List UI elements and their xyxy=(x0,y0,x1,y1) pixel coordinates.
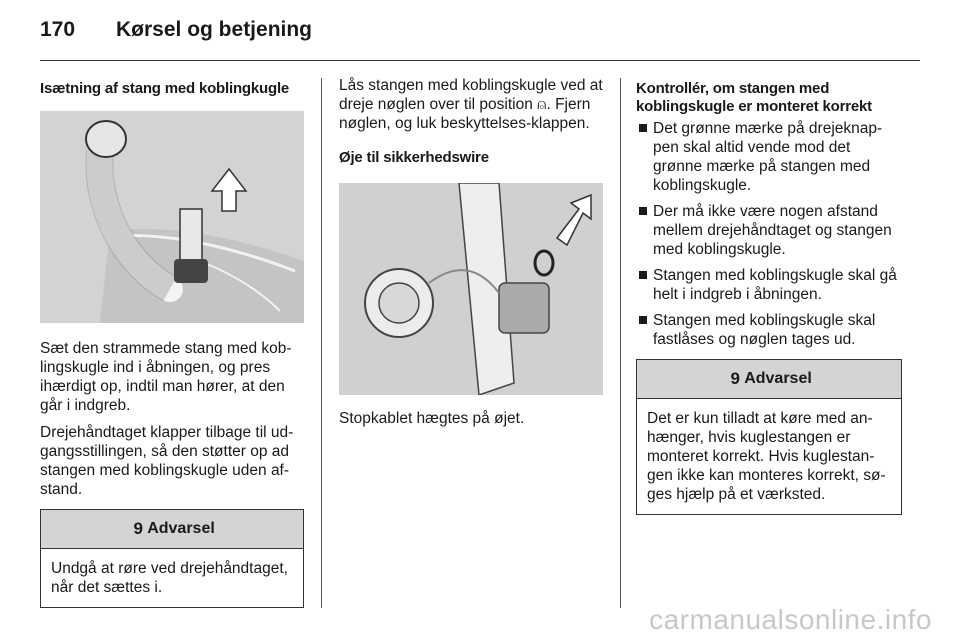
check-list xyxy=(636,119,902,349)
page-title: Kørsel og betjening xyxy=(116,18,313,41)
warning-icon: 9 xyxy=(730,369,740,388)
section-heading-eyelet: Øje til sikkerhedswire xyxy=(339,149,489,166)
warning-header xyxy=(637,360,901,399)
warning-box-2 xyxy=(636,359,902,515)
warning-text: Det er kun tilladt at køre med an-hænger, hvis kuglestangen er monteret korrekt. Hvis kuglestan-gen ikke kan monteres korrekt, sø-ges hjælp på et værksted. xyxy=(647,410,886,503)
tow-bar-insertion-illustration xyxy=(40,111,304,323)
warning-title: Advarsel xyxy=(744,370,812,387)
column-divider-1 xyxy=(321,78,322,608)
insertion-paragraph-2: Drejehåndtaget klapper tilbage til ud-gangsstillingen, så den støtter op ad stangen med koblingskugle uden af-stand. xyxy=(40,424,294,498)
header-divider xyxy=(40,60,920,61)
bullet-square-icon xyxy=(639,207,647,215)
bullet-square-icon xyxy=(639,124,647,132)
list-item: Stangen med koblingskugle skal gå helt i indgreb i åbningen. xyxy=(636,266,902,304)
eyelet-caption: Stopkablet hægtes på øjet. xyxy=(339,410,525,427)
list-item: Stangen med koblingskugle skal fastlåses og nøglen tages ud. xyxy=(636,311,902,349)
warning-text: Undgå at røre ved drejehåndtaget, når det sættes i. xyxy=(51,560,288,596)
section-heading-insertion: Isætning af stang med koblingkugle xyxy=(40,80,290,97)
warning-box-1 xyxy=(40,509,304,608)
bullet-square-icon xyxy=(639,271,647,279)
bullet-square-icon xyxy=(639,316,647,324)
warning-icon: 9 xyxy=(133,519,143,538)
warning-title: Advarsel xyxy=(147,520,215,537)
warning-header xyxy=(41,510,303,549)
column-2 xyxy=(339,76,603,436)
safety-wire-eyelet-illustration xyxy=(339,183,603,395)
column-3 xyxy=(636,76,902,515)
list-item: Det grønne mærke på drejeknap-pen skal altid vende mod det grønne mærke på stangen med koblingskugle. xyxy=(636,119,902,195)
column-divider-2 xyxy=(620,78,621,608)
watermark: carmanualsonline.info xyxy=(649,604,932,635)
lock-paragraph: Lås stangen med koblingskugle ved at dreje nøglen over til position ⍝. Fjern nøglen, og luk beskyttelses-klappen. xyxy=(339,77,603,132)
page-number: 170 xyxy=(40,18,76,41)
list-item: Der må ikke være nogen afstand mellem drejehåndtaget og stangen med koblingskugle. xyxy=(636,202,902,259)
column-1 xyxy=(40,76,304,608)
section-heading-check: Kontrollér, om stangen med koblingskugle er monteret korrekt xyxy=(636,80,872,115)
insertion-paragraph-1: Sæt den strammede stang med kob-lingskugle ind i åbningen, og pres ihærdigt op, indtil man hører, at den går i indgreb. xyxy=(40,340,292,414)
